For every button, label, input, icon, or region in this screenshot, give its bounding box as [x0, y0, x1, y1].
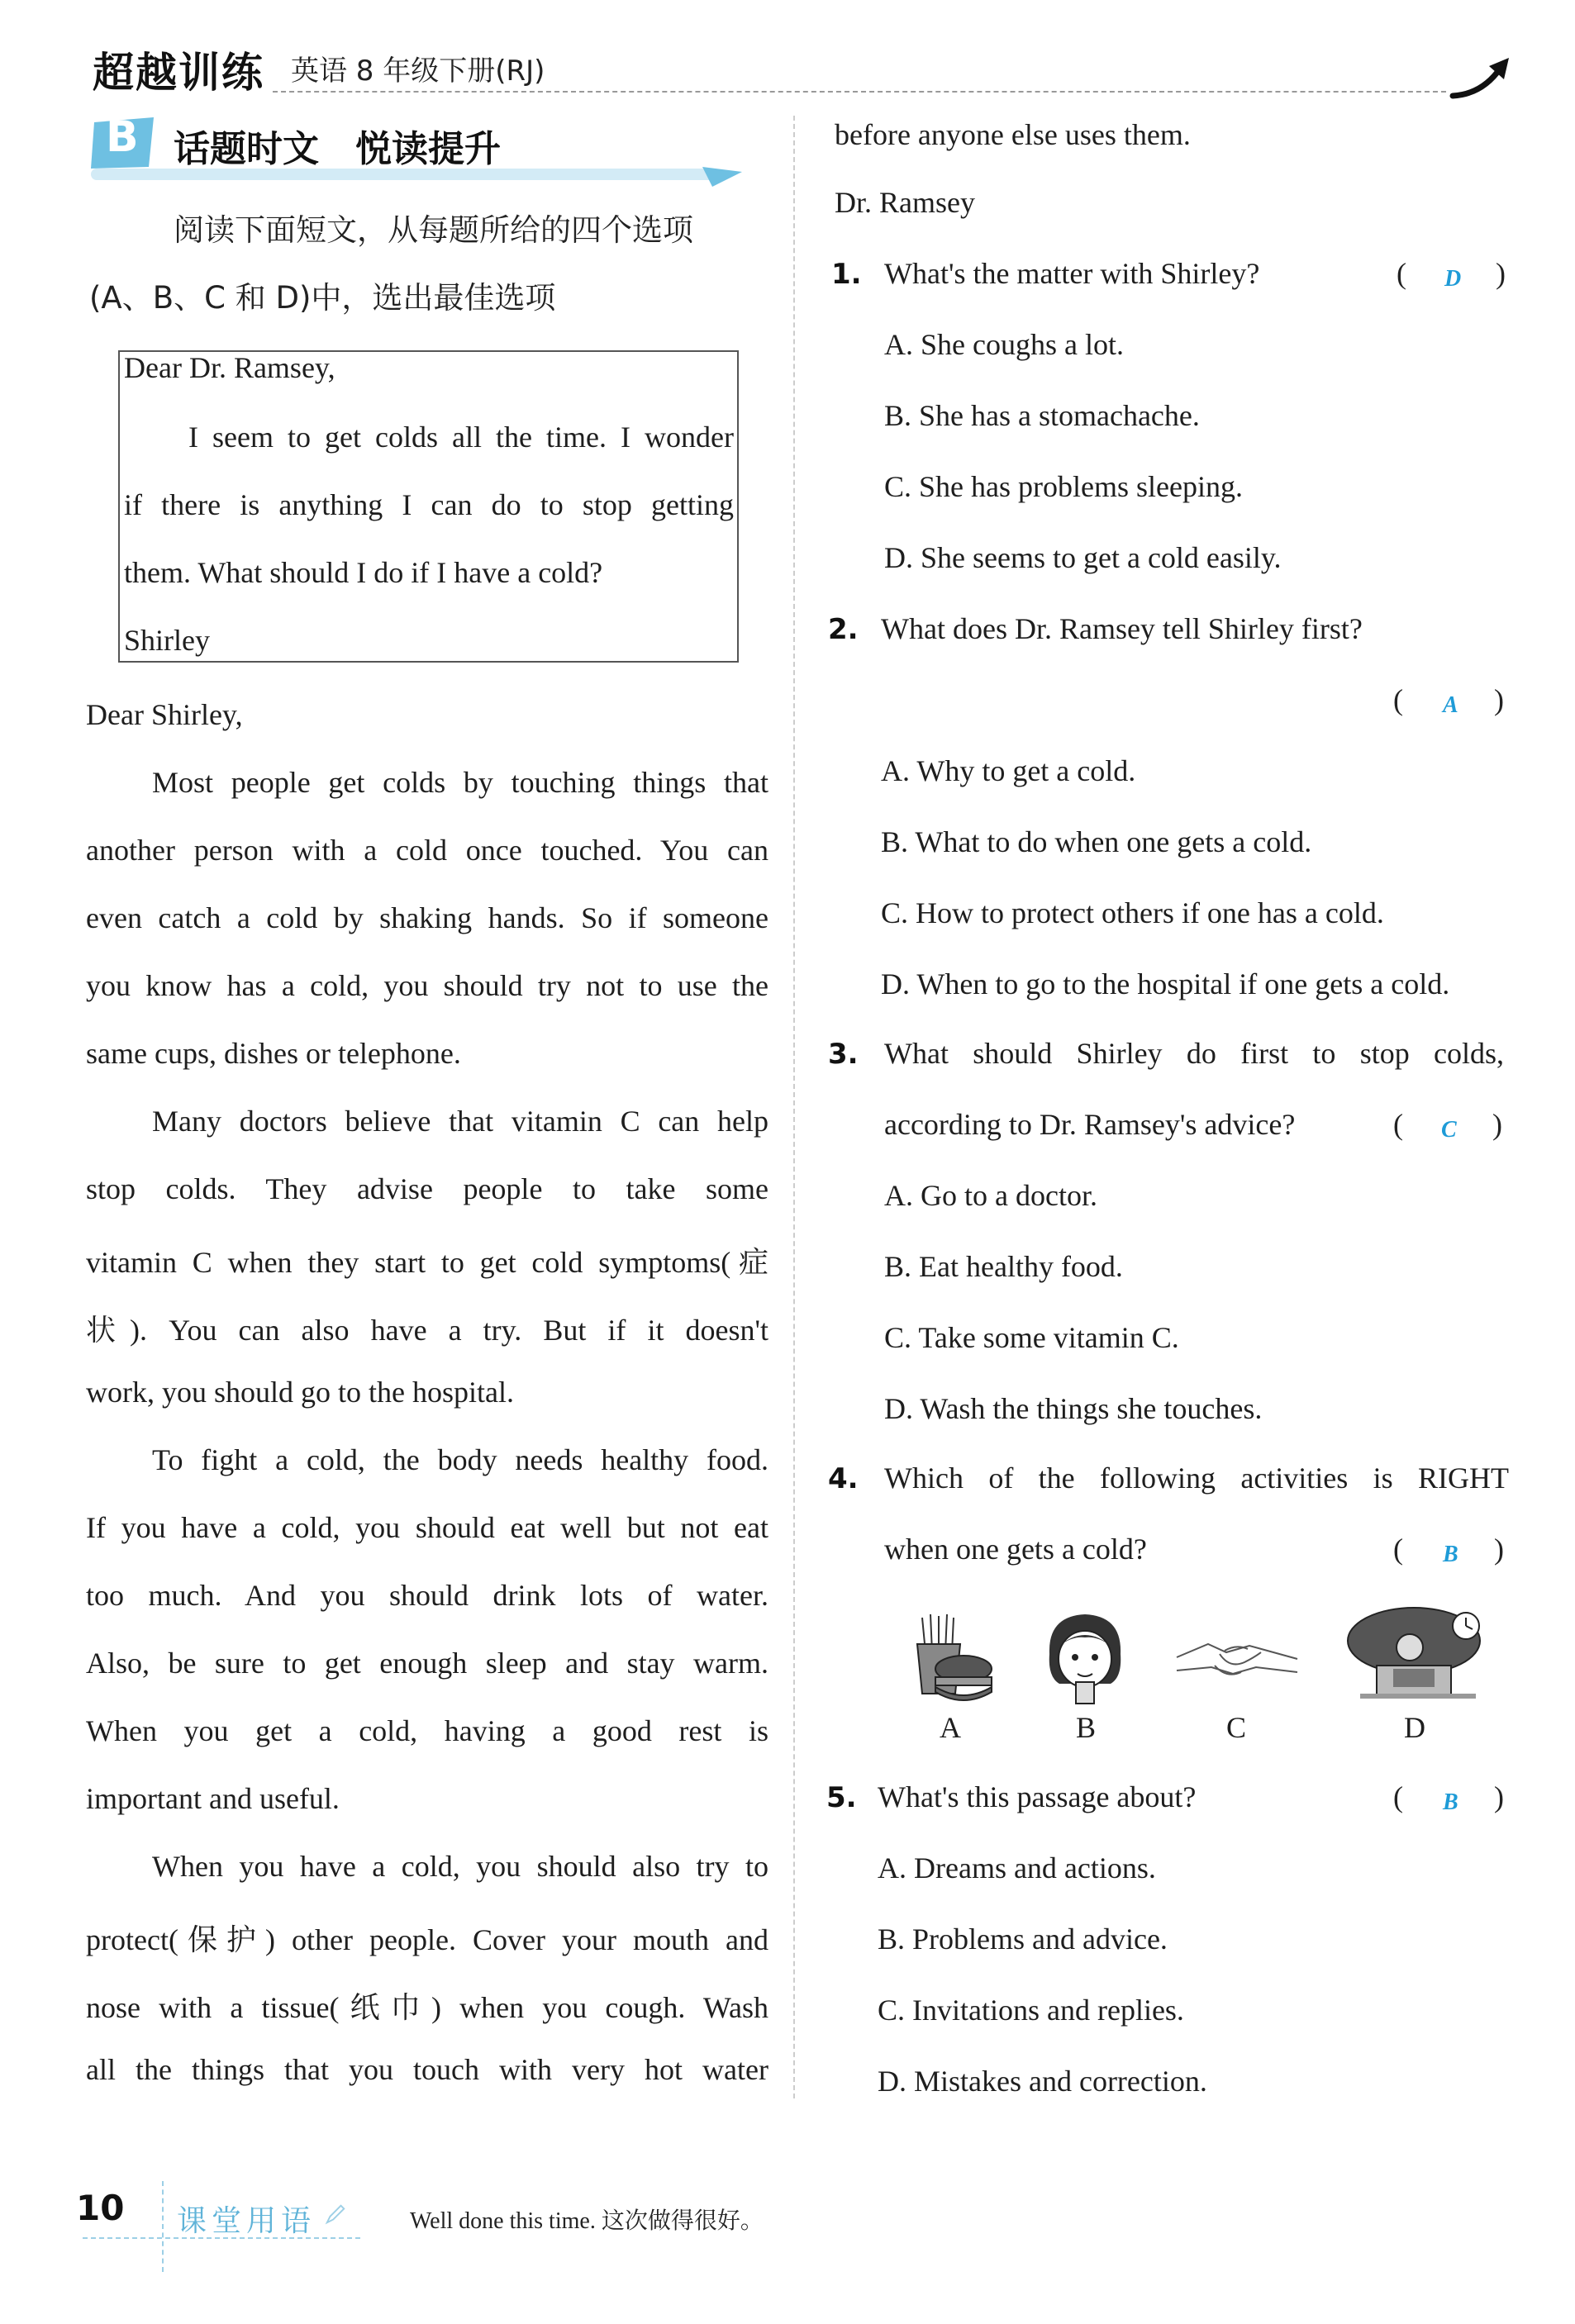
reply-continuation: before anyone else uses them.: [835, 118, 1191, 151]
option: B. She has a stomachache.: [884, 399, 1200, 432]
column-divider: [793, 116, 795, 2098]
question-number: 4.: [828, 1462, 859, 1495]
swoosh-arrow-icon: [1449, 53, 1516, 102]
picture-label: B: [1075, 1711, 1096, 1744]
option: C. Invitations and replies.: [878, 1994, 1184, 2027]
reply-line: too much. And you should drink lots of water.: [86, 1579, 768, 1612]
footer-phrase: Well done this time. 这次做得很好。: [410, 2208, 764, 2234]
question-text: What's this passage about?: [878, 1780, 1197, 1813]
header-rule: [273, 91, 1446, 93]
question-number: 2.: [828, 613, 859, 646]
option: B. Problems and advice.: [878, 1922, 1168, 1956]
option: A. Go to a doctor.: [884, 1179, 1097, 1212]
reply-line: When you get a cold, having a good rest is: [86, 1714, 768, 1747]
option: A. Dreams and actions.: [878, 1851, 1156, 1884]
answer-bracket: (: [1397, 257, 1406, 290]
reply-line: 状). You can also have a try. But if it doesn't: [86, 1314, 768, 1347]
option: C. She has problems sleeping.: [884, 470, 1243, 503]
page-number: 10: [76, 2188, 125, 2228]
letter-line: I seem to get colds all the time. I wonder: [188, 421, 734, 454]
option: B. What to do when one gets a cold.: [881, 825, 1312, 858]
reply-greeting: Dear Shirley,: [86, 698, 243, 731]
question-number: 1.: [831, 258, 862, 291]
picture-label: C: [1225, 1711, 1246, 1744]
option: A. She coughs a lot.: [884, 328, 1124, 361]
reply-signature: Dr. Ramsey: [835, 186, 975, 219]
letter-greeting: Dear Dr. Ramsey,: [124, 351, 335, 384]
letter-signature: Shirley: [124, 624, 210, 657]
reply-line: work, you should go to the hospital.: [86, 1376, 514, 1409]
reply-line: Many doctors believe that vitamin C can help: [152, 1105, 768, 1138]
letter-line: if there is anything I can do to stop getting: [124, 488, 734, 521]
reply-line: To fight a cold, the body needs healthy food.: [152, 1443, 768, 1476]
reply-line: vitamin C when they start to get cold symptoms(症: [86, 1246, 768, 1279]
reply-line: If you have a cold, you should eat well but not eat: [86, 1511, 768, 1544]
option: D. When to go to the hospital if one gets a cold.: [881, 967, 1450, 1000]
option: A. Why to get a cold.: [881, 754, 1136, 787]
reply-line: another person with a cold once touched. You can: [86, 834, 768, 867]
option: C. Take some vitamin C.: [884, 1321, 1179, 1354]
answer-mark: B: [1443, 1789, 1458, 1815]
question-text: when one gets a cold?: [884, 1533, 1147, 1566]
answer-mark: B: [1443, 1542, 1458, 1567]
footer-tag: 课堂用语: [177, 2204, 316, 2238]
picture-label: A: [940, 1711, 961, 1744]
pencil-icon: [324, 2203, 347, 2226]
answer-bracket: ): [1494, 1533, 1504, 1566]
picture-label: D: [1404, 1711, 1425, 1744]
answer-bracket: (: [1393, 1533, 1403, 1566]
answer-mark: D: [1444, 266, 1462, 292]
question-number: 5.: [826, 1781, 857, 1814]
question-text: What does Dr. Ramsey tell Shirley first?: [881, 612, 1363, 645]
question-number: 3.: [828, 1038, 859, 1071]
answer-bracket: ): [1494, 683, 1504, 716]
reply-line: you know has a cold, you should try not to use the: [86, 969, 768, 1002]
reply-line: Most people get colds by touching things that: [152, 766, 768, 799]
option: D. She seems to get a cold easily.: [884, 541, 1282, 574]
book-brand: 超越训练: [93, 49, 264, 97]
late-night-computer-picture: [1344, 1603, 1484, 1702]
answer-mark: C: [1441, 1117, 1457, 1143]
fast-food-picture: [906, 1611, 997, 1710]
option: B. Eat healthy food.: [884, 1250, 1123, 1283]
option: D. Mistakes and correction.: [878, 2065, 1207, 2098]
reply-line: stop colds. They advise people to take some: [86, 1172, 768, 1205]
question-text: according to Dr. Ramsey's advice?: [884, 1108, 1296, 1141]
reply-line: When you have a cold, you should also try to: [152, 1850, 768, 1883]
instruction-line-1: 阅读下面短文，从每题所给的四个选项: [174, 212, 693, 248]
shaking-hands-picture: [1175, 1619, 1299, 1694]
footer-rule: [83, 2237, 360, 2239]
question-text: Which of the following activities is RIGHT: [884, 1461, 1509, 1495]
reply-line: same cups, dishes or telephone.: [86, 1037, 461, 1070]
reply-line: even catch a cold by shaking hands. So if someone: [86, 901, 768, 934]
option: C. How to protect others if one has a cold.: [881, 896, 1384, 929]
answer-bracket: ): [1496, 257, 1506, 290]
question-text: What should Shirley do first to stop colds,: [884, 1037, 1504, 1070]
section-title: 话题时文 悦读提升: [174, 128, 501, 170]
question-text: What's the matter with Shirley?: [884, 257, 1260, 290]
answer-bracket: ): [1492, 1108, 1502, 1141]
reply-line: all the things that you touch with very hot water: [86, 2053, 768, 2086]
section-badge-letter: B: [106, 112, 139, 162]
reply-line: protect(保护) other people. Cover your mouth and: [86, 1923, 768, 1956]
letter-line: them. What should I do if I have a cold?: [124, 556, 603, 589]
footer-divider: [162, 2181, 164, 2272]
book-subject: 英语 8 年级下册(RJ): [291, 55, 545, 88]
reply-line: important and useful.: [86, 1782, 340, 1815]
girl-drinking-picture: [1040, 1608, 1130, 1707]
answer-bracket: (: [1393, 683, 1403, 716]
answer-bracket: (: [1393, 1108, 1403, 1141]
instruction-line-2: (A、B、C 和 D)中，选出最佳选项: [89, 280, 556, 316]
answer-bracket: (: [1393, 1780, 1403, 1813]
option: D. Wash the things she touches.: [884, 1392, 1263, 1425]
reply-line: nose with a tissue(纸巾) when you cough. Wash: [86, 1991, 768, 2024]
answer-mark: A: [1443, 692, 1458, 718]
answer-bracket: ): [1494, 1780, 1504, 1813]
reply-line: Also, be sure to get enough sleep and stay warm.: [86, 1647, 768, 1680]
